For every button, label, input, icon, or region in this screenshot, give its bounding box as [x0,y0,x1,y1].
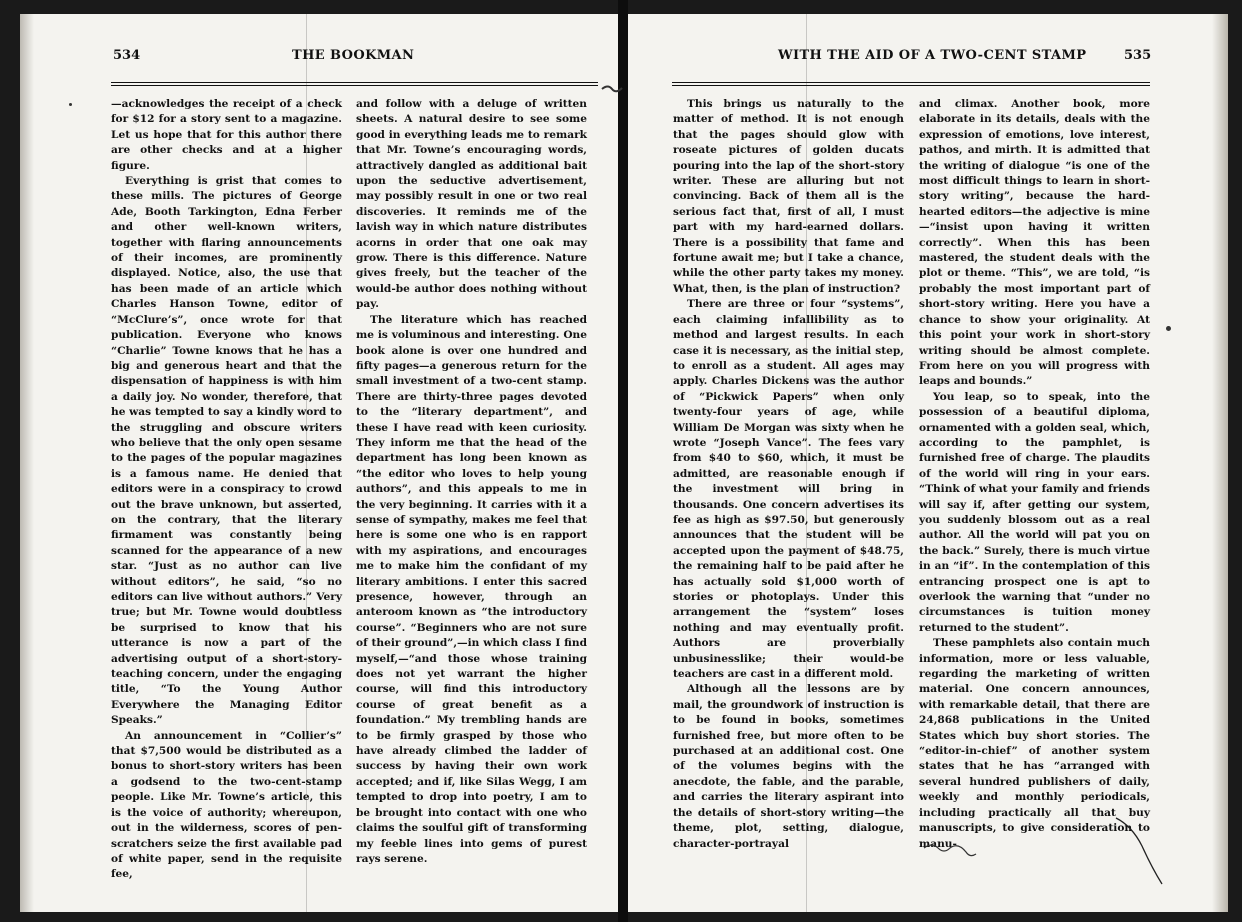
left-page-column-2 [356,97,587,867]
left-page-header [0,48,620,68]
margin-dot [69,103,72,106]
gutter-smudge [600,82,624,96]
left-running-title: THE BOOKMAN [292,48,415,63]
book-gutter [618,0,628,922]
left-page-number: 534 [113,48,141,63]
paragraph: An announcement in “Collier’s” that $7,500 would be distributed as a bonus to short-story writers has been a godsend to the two-cent-stamp people. Like Mr. Towne’s article, this is the voice of authority; whereupon, out in the wilderness, scores of pen-scratchers seize the first available pad of white paper, send in the requisite fee, [111,729,342,881]
paragraph: and climax. Another book, more elaborate in its details, deals with the expression of emotions, love interest, pathos, and mirth. It is admitted that the writing of dialogue “is one of the most difficult things to learn in short-story writing”, because the hard-hearted editors—the adjective is mine—“insist upon having it written correctly”. When this has been mastered, the student deals with the plot or theme. “This”, we are told, “is probably the most important part of short-story writing. Here you have a chance to show your originality. At this point your work in short-story writing should be almost complete. From here on you will progress with leaps and bounds.” [919,98,1150,388]
right-page-header [620,48,1220,68]
right-header-rule [672,82,1150,86]
margin-dot [1166,326,1171,331]
right-running-title: WITH THE AID OF A TWO-CENT STAMP [778,48,1087,63]
paragraph: This brings us naturally to the matter of method. It is not enough that the pages should glow with roseate pictures of golden ducats pouring into the lap of the short-story writer. These are alluring but not convincing. Back of them all is the serious fact that, first of all, I must part with my hard-earned dollars. There is a possibility that fame and fortune await me; but I take a chance, while the other party takes my money. What, then, is the plan of instruction? [673,98,904,295]
left-page-column-1 [111,97,342,883]
right-page-column-1 [673,97,904,852]
pencil-stroke [1112,812,1168,888]
paragraph: These pamphlets also contain much information, more or less valuable, regarding the marketing of written material. One concern announces, with remarkable detail, that there are 24,868 publications in the United States which buy short stories. The “editor-in-chief” of another system states that he has “arranged with several hundred publishers of daily, weekly and monthly periodicals, including practically all that buy manuscripts, to give consideration to manu- [919,637,1150,850]
paragraph: The literature which has reached me is voluminous and interesting. One book alone is over one hundred and fifty pages—a generous return for the small investment of a two-cent stamp. There are thirty-three pages devoted to the “literary department”, and these I have read with keen curiosity. They inform me that the head of the department has long been known as “the editor who loves to help young authors”, and this appeals to me in the very beginning. It carries with it a sense of sympathy, makes me feel that here is some one who is en rapport with my aspirations, and encourages me to make him the confidant of my literary ambitions. I enter this sacred presence, however, through an anteroom known as “the introductory course”. “Beginners who are not sure of their ground”,—in which class I find myself,—“and those whose training does not yet warrant the higher course, will find this introductory course of great benefit as a foundation.” My trembling hands are to be firmly grasped by those who have already climbed the ladder of success by having their own work accepted; and if, like Silas Wegg, I am tempted to drop into poetry, I am to be brought into contact with one who claims the soulful gift of transforming my feeble lines into gems of purest rays serene. [356,313,587,865]
right-page-column-2 [919,97,1150,852]
paragraph: and follow with a deluge of written sheets. A natural desire to see some good in everything leads me to remark that Mr. Towne’s encouraging words, attractively dangled as additional bait upon the seductive advertisement, may possibly result in one or two real discoveries. It reminds me of the lavish way in which nature distributes acorns in order that one oak may grow. There is this difference. Nature gives freely, but the teacher of the would-be author does nothing without pay. [356,98,587,311]
paragraph: Although all the lessons are by mail, the groundwork of instruction is to be found in books, sometimes furnished free, but more often to be purchased at an additional cost. One of the volumes begins with the anecdote, the fable, and the parable, and carries the literary aspirant into the details of short-story writing—the theme, plot, setting, dialogue, character-portrayal [673,683,904,850]
paragraph: You leap, so to speak, into the possession of a beautiful diploma, ornamented with a golden seal, which, according to the pamphlet, is furnished free of charge. The plaudits of the world will ring in your ears. “Think of what your family and friends will say if, after getting our system, you suddenly blossom out as a real author. All the world will pat you on the back.” Surely, there is much virtue in an “if”. In the contemplation of this entrancing prospect one is apt to overlook the warning that “under no circumstances is tuition money returned to the student”. [919,390,1150,634]
paragraph: There are three or four “systems”, each claiming infallibility as to method and largest results. In each case it is necessary, as the initial step, to enroll as a student. All ages may apply. Charles Dickens was the author of “Pickwick Papers” when only twenty-four years of age, while William De Morgan was sixty when he wrote “Joseph Vance”. The fees vary from $40 to $60, which, it must be admitted, are reasonable enough if the investment will bring in thousands. One concern advertises its fee as high as $97.50, but generously announces that the student will be accepted upon the payment of $48.75, the remaining half to be paid after he has actually sold $1,000 worth of stories or photoplays. Under this arrangement the “system” loses nothing and may eventually profit. Authors are proverbially unbusinesslike; their would-be teachers are cast in a different mold. [673,298,904,681]
right-page-number: 535 [1124,48,1152,63]
paragraph: Everything is grist that comes to these mills. The pictures of George Ade, Booth Tarkington, Edna Ferber and other well-known writers, together with flaring announcements of their incomes, are prominently displayed. Notice, also, the use that has been made of an article which Charles Hanson Towne, editor of “McClure’s”, once wrote for that publication. Everyone who knows “Charlie” Towne knows that he has a big and generous heart and that the dispensation of happiness is with him a daily joy. No wonder, therefore, that he was tempted to say a kindly word to the struggling and obscure writers who believe that the only open sesame to the pages of the popular magazines is a famous name. He denied that editors were in a conspiracy to crowd out the brave unknown, but asserted, on the contrary, that the literary firmament was constantly being scanned for the appearance of a new star. “Just as no author can live without editors”, he said, “so no editors can live without authors.” Very true; but Mr. Towne would doubtless be surprised to know that his utterance is now a part of the advertising output of a short-story-teaching concern, under the engaging title, “To the Young Author Everywhere the Managing Editor Speaks.” [111,175,342,727]
left-page-edge [20,14,34,912]
right-page-edge [1212,14,1228,912]
paragraph: —acknowledges the receipt of a check for $12 for a story sent to a magazine. Let us hope that for this author there are other checks and at a higher figure. [111,98,342,172]
left-header-rule [111,82,598,86]
pencil-scribble [920,836,980,866]
